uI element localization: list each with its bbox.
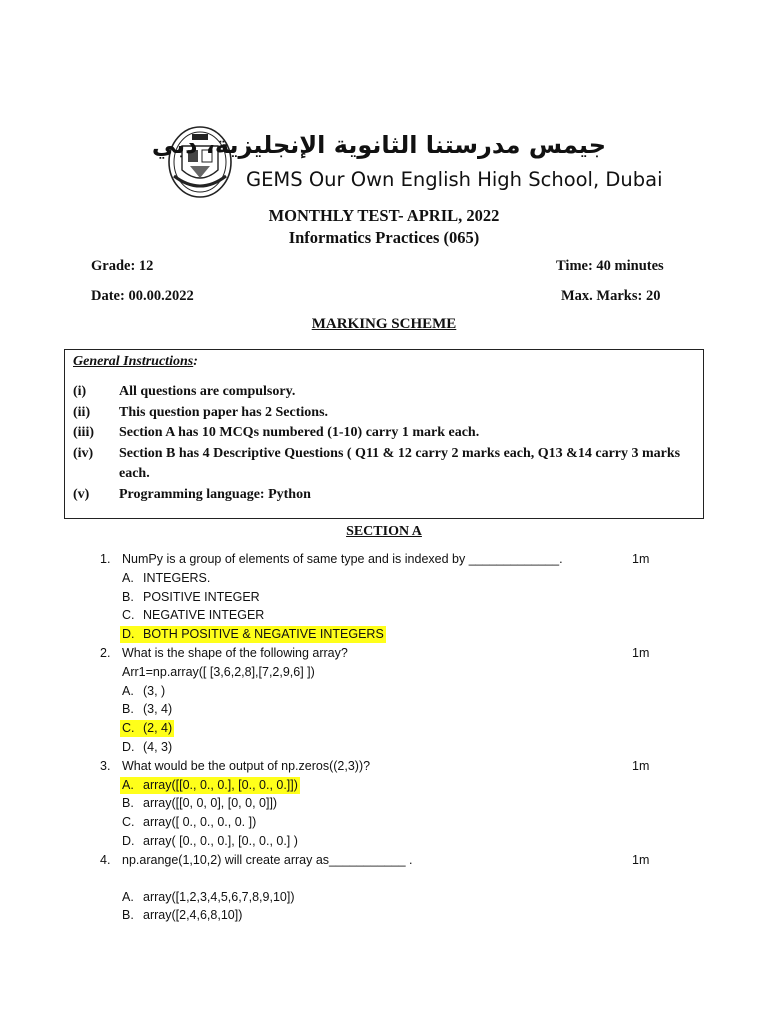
instruction-number: (ii) xyxy=(73,404,91,420)
option-text: BOTH POSITIVE & NEGATIVE INTEGERS xyxy=(143,627,384,642)
answer-option xyxy=(0,888,768,907)
option-content xyxy=(120,626,386,643)
answer-option xyxy=(0,906,768,925)
school-header xyxy=(151,126,663,204)
question-number: 3. xyxy=(100,758,111,773)
spacer xyxy=(0,870,768,888)
option-text: INTEGERS. xyxy=(143,570,211,585)
answer-option xyxy=(0,832,768,851)
option-key: B. xyxy=(122,702,134,717)
option-key: D. xyxy=(122,627,135,642)
question-line xyxy=(0,851,768,870)
instruction-text: All questions are compulsory. xyxy=(119,384,296,399)
option-text: (3, 4) xyxy=(143,702,173,717)
option-text: array([[0., 0., 0.], [0., 0., 0.]]) xyxy=(143,777,298,792)
instruction-text: This question paper has 2 Sections. xyxy=(119,404,329,420)
question-text: np.arange(1,10,2) will create array as___________ . xyxy=(122,852,413,867)
option-content xyxy=(120,889,296,906)
question-2 xyxy=(0,644,768,757)
question-mark: 1m xyxy=(632,758,650,773)
instruction-item xyxy=(73,444,697,485)
questions-list xyxy=(0,550,768,925)
option-text: (3, ) xyxy=(143,683,166,698)
test-title: MONTHLY TEST- APRIL, 2022 xyxy=(268,206,500,225)
question-3 xyxy=(0,757,768,851)
option-text: array([ 0., 0., 0., 0. ]) xyxy=(143,815,257,830)
question-number: 4. xyxy=(100,852,111,867)
option-text: (4, 3) xyxy=(143,739,173,754)
instruction-item xyxy=(73,382,697,403)
instructions-heading: General Instructions: xyxy=(73,354,198,369)
option-text: array([2,4,6,8,10]) xyxy=(143,908,243,923)
instruction-item xyxy=(73,403,697,424)
question-1 xyxy=(0,550,768,644)
option-key: C. xyxy=(122,721,135,736)
question-line xyxy=(0,757,768,776)
question-line xyxy=(0,644,768,663)
question-text: What would be the output of np.zeros((2,3))? xyxy=(122,758,371,773)
option-text: POSITIVE INTEGER xyxy=(143,589,260,604)
instruction-number: (iv) xyxy=(73,445,94,461)
correct-answer-option xyxy=(0,776,768,795)
max-marks-label: Max. Marks: 20 xyxy=(561,288,661,304)
question-number: 1. xyxy=(100,552,111,566)
question-line xyxy=(0,550,768,569)
answer-option xyxy=(0,813,768,832)
general-instructions-box xyxy=(64,349,704,519)
answer-option xyxy=(0,738,768,757)
instructions-list xyxy=(73,382,697,505)
option-key: A. xyxy=(122,683,134,698)
option-key: B. xyxy=(122,589,134,604)
option-key: A. xyxy=(122,889,134,904)
instruction-item xyxy=(73,423,697,444)
option-text: NEGATIVE INTEGER xyxy=(143,608,265,623)
question-mark: 1m xyxy=(632,552,650,566)
option-text: array( [0., 0., 0.], [0., 0., 0.] ) xyxy=(143,833,298,848)
option-content xyxy=(120,833,300,850)
option-key: D. xyxy=(122,833,135,848)
question-line xyxy=(0,663,768,682)
instruction-number: (v) xyxy=(73,486,90,502)
instruction-item xyxy=(73,485,697,506)
answer-option xyxy=(0,606,768,625)
answer-option xyxy=(0,682,768,701)
answer-option xyxy=(0,569,768,588)
question-mark: 1m xyxy=(632,645,650,660)
instruction-text: Programming language: Python xyxy=(119,486,311,502)
option-content xyxy=(120,720,174,737)
answer-option xyxy=(0,700,768,719)
instruction-text: Section A has 10 MCQs numbered (1-10) carry 1 mark each. xyxy=(119,425,480,440)
option-key: B. xyxy=(122,908,134,923)
question-text: What is the shape of the following array? xyxy=(122,645,348,660)
option-key: C. xyxy=(122,608,135,623)
question-number: 2. xyxy=(100,645,111,660)
option-text: array([[0, 0, 0], [0, 0, 0]]) xyxy=(143,796,278,811)
instruction-number: (iii) xyxy=(73,425,94,440)
option-content xyxy=(120,739,174,756)
option-content xyxy=(120,589,262,606)
instruction-text: Section B has 4 Descriptive Questions ( Q11 & 12 carry 2 marks each, Q13 &14 carry 3 marks each. xyxy=(119,445,681,481)
option-content xyxy=(120,777,300,794)
option-content xyxy=(120,701,174,718)
option-text: array([1,2,3,4,5,6,7,8,9,10]) xyxy=(143,889,295,904)
option-key: A. xyxy=(122,570,134,585)
marking-scheme-title: MARKING SCHEME xyxy=(311,316,457,332)
option-content xyxy=(120,683,167,700)
option-key: C. xyxy=(122,815,135,830)
school-name: GEMS Our Own English High School, Dubai xyxy=(246,168,663,191)
option-text: (2, 4) xyxy=(143,721,173,736)
option-content xyxy=(120,607,266,624)
question-mark: 1m xyxy=(632,852,650,867)
option-content xyxy=(120,907,244,924)
instruction-number: (i) xyxy=(73,384,87,399)
time-label: Time: 40 minutes xyxy=(556,258,664,274)
question-text: Arr1=np.array([ [3,6,2,8],[7,2,9,6] ]) xyxy=(122,664,315,679)
question-4 xyxy=(0,851,768,925)
section-a-title: SECTION A xyxy=(346,524,422,539)
subject-title: Informatics Practices (065) xyxy=(288,228,480,247)
correct-answer-option xyxy=(0,625,768,644)
answer-option xyxy=(0,588,768,607)
option-key: D. xyxy=(122,739,135,754)
grade-label: Grade: 12 xyxy=(91,258,154,274)
option-key: A. xyxy=(122,777,134,792)
date-label: Date: 00.00.2022 xyxy=(91,288,194,304)
correct-answer-option xyxy=(0,719,768,738)
option-content xyxy=(120,814,258,831)
option-content xyxy=(120,795,279,812)
school-name-arabic: جيمس مدرستنا الثانوية الإنجليزية، دبي xyxy=(151,131,606,159)
option-key: B. xyxy=(122,796,134,811)
question-text: NumPy is a group of elements of same type and is indexed by _____________. xyxy=(122,552,563,566)
answer-option xyxy=(0,794,768,813)
option-content xyxy=(120,570,212,587)
